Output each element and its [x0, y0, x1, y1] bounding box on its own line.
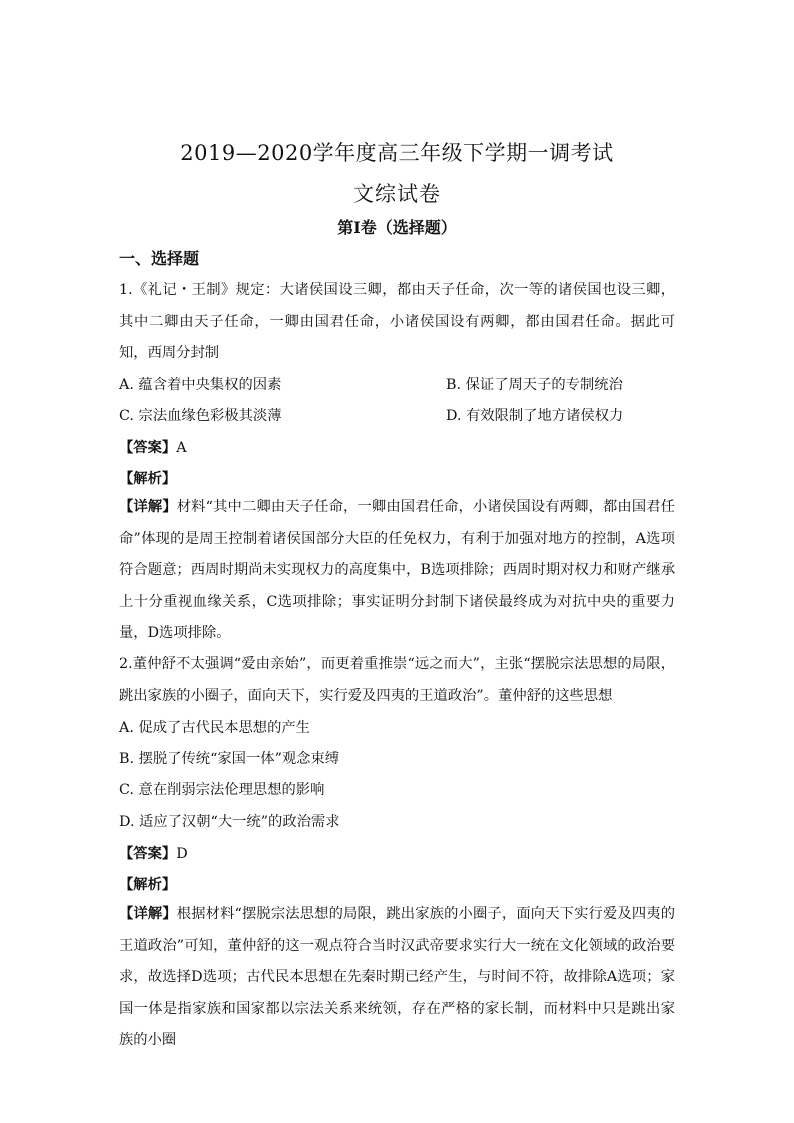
question-2-stem: 2.董仲舒不太强调“爱由亲始”，而更着重推崇“远之而大”，主张“摆脱宗法思想的局限，跳出家族的小圈子，面向天下，实行爱及四夷的王道政治”。董仲舒的这些思想 — [119, 656, 675, 704]
document-subtitle: 文综试卷 — [353, 182, 441, 206]
question-1-option-a: A. 蕴含着中央集权的因素 — [119, 377, 282, 393]
detail-label: 【详解】 — [119, 499, 177, 515]
document-title: 2019—2020学年度高三年级下学期一调考试 — [180, 141, 614, 165]
answer-value: D — [176, 846, 188, 862]
detail-text: 材料“其中二卿由天子任命，一卿由国君任命，小诸侯国设有两卿，都由国君任命”体现的是周王控制着诸侯国部分大臣的任免权力，有利于加强对地方的控制，A选项符合题意；西周时期尚未实现权力的高度集中，B选项排除；西周时期对权力和财产继承上十分重视血缘关系，C选项排除；事实证明分封制下诸侯最终成为对抗中央的重要力量，D选项排除。 — [119, 499, 676, 641]
question-2-detail — [119, 899, 675, 1057]
detail-text: 根据材料“摆脱宗法思想的局限，跳出家族的小圈子，面向天下实行爱及四夷的王道政治”可知，董仲舒的这一观点符合当时汉武帝要求实行大一统在文化领域的政治要求，故选择D选项；古代民本思想在先秦时期已经产生，与时间不符，故排除A选项；家国一体是指家族和国家都以宗法关系来统领，存在严格的家长制，而材料中只是跳出家族的小圈 — [119, 906, 676, 1048]
question-1-analysis-label: 【解析】 — [119, 471, 177, 487]
answer-value: A — [176, 440, 187, 456]
question-2-answer — [119, 843, 188, 863]
detail-label: 【详解】 — [119, 906, 177, 922]
part-heading: 第Ⅰ卷（选择题） — [337, 218, 457, 237]
question-2-option-c: C. 意在削弱宗法伦理思想的影响 — [119, 782, 325, 798]
question-1-answer — [119, 437, 187, 457]
question-2-option-b: B. 摆脱了传统“家国一体”观念束缚 — [119, 751, 340, 767]
question-1-option-c: C. 宗法血缘色彩极其淡薄 — [119, 408, 282, 424]
question-2-option-d: D. 适应了汉朝“大一统”的政治需求 — [119, 814, 340, 830]
question-1-option-d: D. 有效限制了地方诸侯权力 — [446, 408, 624, 424]
answer-label: 【答案】 — [119, 440, 177, 456]
question-1-detail — [119, 492, 675, 650]
answer-label: 【答案】 — [119, 846, 177, 862]
question-1-stem: 1.《礼记・王制》规定：大诸侯国设三卿，都由天子任命，次一等的诸侯国也设三卿，其中二卿由天子任命，一卿由国君任命，小诸侯国设有两卿，都由国君任命。据此可知，西周分封制 — [119, 282, 675, 361]
question-2-analysis-label: 【解析】 — [119, 877, 177, 893]
question-1-option-b: B. 保证了周天子的专制统治 — [446, 377, 623, 393]
question-2-option-a: A. 促成了古代民本思想的产生 — [119, 720, 310, 736]
section-heading: 一、选择题 — [119, 249, 200, 268]
